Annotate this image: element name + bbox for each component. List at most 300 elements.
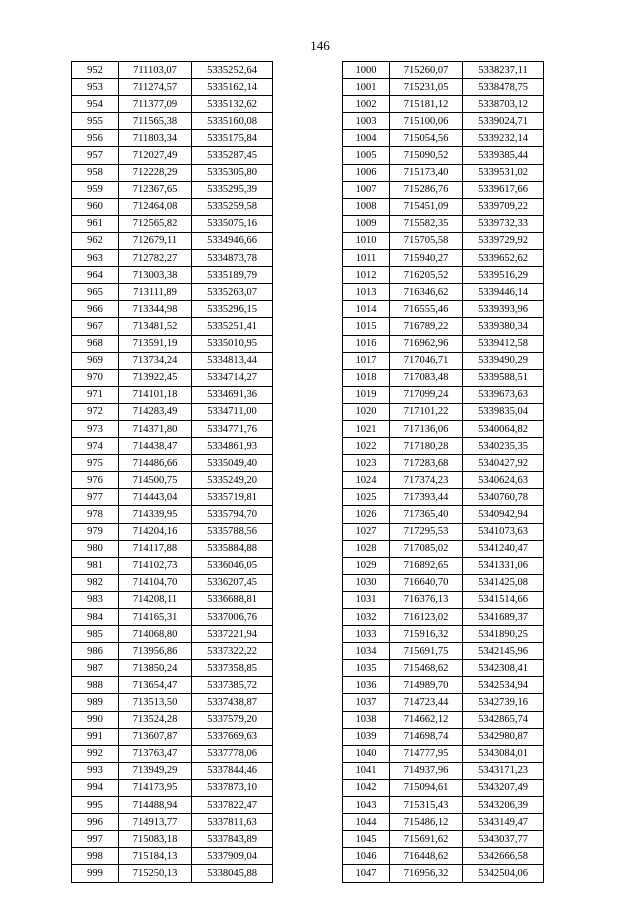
y-coordinate-cell: 5335251,41 <box>192 318 273 335</box>
x-coordinate-cell: 715250,13 <box>119 865 192 882</box>
table-row <box>72 420 273 437</box>
y-coordinate-cell: 5341331,06 <box>463 557 544 574</box>
x-coordinate-cell: 713513,50 <box>119 694 192 711</box>
y-coordinate-cell: 5340942,94 <box>463 506 544 523</box>
x-coordinate-cell: 717136,06 <box>390 420 463 437</box>
y-coordinate-cell: 5334771,76 <box>192 420 273 437</box>
y-coordinate-cell: 5335252,64 <box>192 62 273 79</box>
point-number-cell: 976 <box>72 472 119 489</box>
point-number-cell: 987 <box>72 660 119 677</box>
table-row <box>343 506 544 523</box>
table-row <box>72 779 273 796</box>
table-row <box>72 848 273 865</box>
y-coordinate-cell: 5339380,34 <box>463 318 544 335</box>
x-coordinate-cell: 716892,65 <box>390 557 463 574</box>
point-number-cell: 957 <box>72 147 119 164</box>
x-coordinate-cell: 713763,47 <box>119 745 192 762</box>
table-row <box>72 660 273 677</box>
point-number-cell: 977 <box>72 489 119 506</box>
point-number-cell: 986 <box>72 643 119 660</box>
x-coordinate-cell: 714500,75 <box>119 472 192 489</box>
x-coordinate-cell: 714173,95 <box>119 779 192 796</box>
x-coordinate-cell: 717099,24 <box>390 386 463 403</box>
y-coordinate-cell: 5338237,11 <box>463 62 544 79</box>
point-number-cell: 1030 <box>343 574 390 591</box>
y-coordinate-cell: 5343206,39 <box>463 797 544 814</box>
point-number-cell: 997 <box>72 831 119 848</box>
x-coordinate-cell: 715173,40 <box>390 164 463 181</box>
y-coordinate-cell: 5335175,84 <box>192 130 273 147</box>
y-coordinate-cell: 5341425,08 <box>463 574 544 591</box>
table-row <box>72 728 273 745</box>
table-row <box>343 147 544 164</box>
table-row <box>343 728 544 745</box>
point-number-cell: 1014 <box>343 301 390 318</box>
y-coordinate-cell: 5335296,15 <box>192 301 273 318</box>
y-coordinate-cell: 5335010,95 <box>192 335 273 352</box>
point-number-cell: 998 <box>72 848 119 865</box>
x-coordinate-cell: 714486,66 <box>119 455 192 472</box>
y-coordinate-cell: 5334946,66 <box>192 232 273 249</box>
y-coordinate-cell: 5334813,44 <box>192 352 273 369</box>
point-number-cell: 973 <box>72 420 119 437</box>
point-number-cell: 994 <box>72 779 119 796</box>
table-row <box>343 79 544 96</box>
y-coordinate-cell: 5339490,29 <box>463 352 544 369</box>
y-coordinate-cell: 5335287,45 <box>192 147 273 164</box>
point-number-cell: 1038 <box>343 711 390 728</box>
table-row <box>72 557 273 574</box>
point-number-cell: 993 <box>72 762 119 779</box>
y-coordinate-cell: 5335295,39 <box>192 181 273 198</box>
y-coordinate-cell: 5337822,47 <box>192 797 273 814</box>
y-coordinate-cell: 5334861,93 <box>192 438 273 455</box>
point-number-cell: 1016 <box>343 335 390 352</box>
table-row <box>72 318 273 335</box>
y-coordinate-cell: 5336688,81 <box>192 591 273 608</box>
y-coordinate-cell: 5342308,41 <box>463 660 544 677</box>
table-row <box>72 797 273 814</box>
y-coordinate-cell: 5342534,94 <box>463 677 544 694</box>
x-coordinate-cell: 711274,57 <box>119 79 192 96</box>
table-row <box>343 745 544 762</box>
table-row <box>343 848 544 865</box>
table-row <box>343 711 544 728</box>
table-row <box>343 284 544 301</box>
x-coordinate-cell: 717374,23 <box>390 472 463 489</box>
table-row <box>343 523 544 540</box>
point-number-cell: 1040 <box>343 745 390 762</box>
x-coordinate-cell: 715691,62 <box>390 831 463 848</box>
y-coordinate-cell: 5341514,66 <box>463 591 544 608</box>
y-coordinate-cell: 5335719,81 <box>192 489 273 506</box>
x-coordinate-cell: 712228,29 <box>119 164 192 181</box>
y-coordinate-cell: 5339588,51 <box>463 369 544 386</box>
point-number-cell: 983 <box>72 591 119 608</box>
y-coordinate-cell: 5342739,16 <box>463 694 544 711</box>
table-row <box>72 113 273 130</box>
x-coordinate-cell: 715582,35 <box>390 215 463 232</box>
point-number-cell: 1041 <box>343 762 390 779</box>
point-number-cell: 963 <box>72 250 119 267</box>
y-coordinate-cell: 5341689,37 <box>463 609 544 626</box>
y-coordinate-cell: 5343037,77 <box>463 831 544 848</box>
y-coordinate-cell: 5336046,05 <box>192 557 273 574</box>
x-coordinate-cell: 715691,75 <box>390 643 463 660</box>
point-number-cell: 1036 <box>343 677 390 694</box>
y-coordinate-cell: 5339412,58 <box>463 335 544 352</box>
x-coordinate-cell: 714165,31 <box>119 609 192 626</box>
table-row <box>72 181 273 198</box>
table-row <box>343 489 544 506</box>
point-number-cell: 961 <box>72 215 119 232</box>
x-coordinate-cell: 715090,52 <box>390 147 463 164</box>
table-row <box>343 557 544 574</box>
x-coordinate-cell: 716346,62 <box>390 284 463 301</box>
y-coordinate-cell: 5334691,36 <box>192 386 273 403</box>
table-row <box>72 198 273 215</box>
table-row <box>343 403 544 420</box>
x-coordinate-cell: 716640,70 <box>390 574 463 591</box>
table-row <box>343 352 544 369</box>
y-coordinate-cell: 5337844,46 <box>192 762 273 779</box>
y-coordinate-cell: 5339024,71 <box>463 113 544 130</box>
point-number-cell: 1004 <box>343 130 390 147</box>
y-coordinate-cell: 5342145,96 <box>463 643 544 660</box>
x-coordinate-cell: 716962,96 <box>390 335 463 352</box>
point-number-cell: 953 <box>72 79 119 96</box>
point-number-cell: 1021 <box>343 420 390 437</box>
point-number-cell: 992 <box>72 745 119 762</box>
x-coordinate-cell: 714989,70 <box>390 677 463 694</box>
table-row <box>72 301 273 318</box>
y-coordinate-cell: 5339729,92 <box>463 232 544 249</box>
table-row <box>343 113 544 130</box>
point-number-cell: 1028 <box>343 540 390 557</box>
table-row <box>343 232 544 249</box>
y-coordinate-cell: 5335075,16 <box>192 215 273 232</box>
table-row <box>343 540 544 557</box>
point-number-cell: 1011 <box>343 250 390 267</box>
table-row <box>72 96 273 113</box>
coordinates-table-left <box>71 61 273 883</box>
table-row <box>343 626 544 643</box>
point-number-cell: 979 <box>72 523 119 540</box>
point-number-cell: 1017 <box>343 352 390 369</box>
x-coordinate-cell: 715468,62 <box>390 660 463 677</box>
table-row <box>72 438 273 455</box>
table-row <box>343 318 544 335</box>
y-coordinate-cell: 5337909,04 <box>192 848 273 865</box>
y-coordinate-cell: 5339732,33 <box>463 215 544 232</box>
y-coordinate-cell: 5343171,23 <box>463 762 544 779</box>
table-row <box>72 865 273 882</box>
x-coordinate-cell: 714662,12 <box>390 711 463 728</box>
point-number-cell: 1042 <box>343 779 390 796</box>
x-coordinate-cell: 716205,52 <box>390 267 463 284</box>
point-number-cell: 980 <box>72 540 119 557</box>
x-coordinate-cell: 712367,65 <box>119 181 192 198</box>
y-coordinate-cell: 5340624,63 <box>463 472 544 489</box>
point-number-cell: 958 <box>72 164 119 181</box>
x-coordinate-cell: 716956,32 <box>390 865 463 882</box>
point-number-cell: 1010 <box>343 232 390 249</box>
x-coordinate-cell: 714208,11 <box>119 591 192 608</box>
point-number-cell: 1008 <box>343 198 390 215</box>
x-coordinate-cell: 717085,02 <box>390 540 463 557</box>
point-number-cell: 954 <box>72 96 119 113</box>
point-number-cell: 991 <box>72 728 119 745</box>
y-coordinate-cell: 5336207,45 <box>192 574 273 591</box>
x-coordinate-cell: 712464,08 <box>119 198 192 215</box>
point-number-cell: 967 <box>72 318 119 335</box>
y-coordinate-cell: 5339516,29 <box>463 267 544 284</box>
point-number-cell: 1025 <box>343 489 390 506</box>
table-row <box>343 865 544 882</box>
point-number-cell: 964 <box>72 267 119 284</box>
point-number-cell: 1006 <box>343 164 390 181</box>
point-number-cell: 1026 <box>343 506 390 523</box>
point-number-cell: 989 <box>72 694 119 711</box>
point-number-cell: 1012 <box>343 267 390 284</box>
y-coordinate-cell: 5335189,79 <box>192 267 273 284</box>
y-coordinate-cell: 5335884,88 <box>192 540 273 557</box>
table-row <box>72 267 273 284</box>
point-number-cell: 970 <box>72 369 119 386</box>
table-row <box>343 96 544 113</box>
point-number-cell: 1029 <box>343 557 390 574</box>
x-coordinate-cell: 711103,07 <box>119 62 192 79</box>
x-coordinate-cell: 716789,22 <box>390 318 463 335</box>
x-coordinate-cell: 714117,88 <box>119 540 192 557</box>
y-coordinate-cell: 5339393,96 <box>463 301 544 318</box>
x-coordinate-cell: 712679,11 <box>119 232 192 249</box>
table-row <box>343 455 544 472</box>
y-coordinate-cell: 5342865,74 <box>463 711 544 728</box>
y-coordinate-cell: 5334714,27 <box>192 369 273 386</box>
table-row <box>343 62 544 79</box>
x-coordinate-cell: 713003,38 <box>119 267 192 284</box>
table-row <box>343 591 544 608</box>
point-number-cell: 1027 <box>343 523 390 540</box>
x-coordinate-cell: 714698,74 <box>390 728 463 745</box>
x-coordinate-cell: 717101,22 <box>390 403 463 420</box>
point-number-cell: 985 <box>72 626 119 643</box>
point-number-cell: 1003 <box>343 113 390 130</box>
y-coordinate-cell: 5342980,87 <box>463 728 544 745</box>
table-row <box>72 643 273 660</box>
point-number-cell: 974 <box>72 438 119 455</box>
x-coordinate-cell: 717180,28 <box>390 438 463 455</box>
y-coordinate-cell: 5337579,20 <box>192 711 273 728</box>
x-coordinate-cell: 716123,02 <box>390 609 463 626</box>
table-row <box>72 369 273 386</box>
table-row <box>72 694 273 711</box>
x-coordinate-cell: 717365,40 <box>390 506 463 523</box>
table-row <box>72 79 273 96</box>
point-number-cell: 981 <box>72 557 119 574</box>
table-row <box>72 523 273 540</box>
x-coordinate-cell: 715094,61 <box>390 779 463 796</box>
x-coordinate-cell: 714438,47 <box>119 438 192 455</box>
x-coordinate-cell: 714104,70 <box>119 574 192 591</box>
table-row <box>72 250 273 267</box>
x-coordinate-cell: 715315,43 <box>390 797 463 814</box>
x-coordinate-cell: 715916,32 <box>390 626 463 643</box>
x-coordinate-cell: 713591,19 <box>119 335 192 352</box>
point-number-cell: 1046 <box>343 848 390 865</box>
point-number-cell: 1035 <box>343 660 390 677</box>
x-coordinate-cell: 715100,06 <box>390 113 463 130</box>
table-row <box>72 335 273 352</box>
table-row <box>343 250 544 267</box>
x-coordinate-cell: 712782,27 <box>119 250 192 267</box>
x-coordinate-cell: 717283,68 <box>390 455 463 472</box>
table-row <box>72 215 273 232</box>
table-row <box>72 386 273 403</box>
point-number-cell: 984 <box>72 609 119 626</box>
point-number-cell: 975 <box>72 455 119 472</box>
x-coordinate-cell: 714443,04 <box>119 489 192 506</box>
table-row <box>343 694 544 711</box>
y-coordinate-cell: 5337322,22 <box>192 643 273 660</box>
y-coordinate-cell: 5335160,08 <box>192 113 273 130</box>
y-coordinate-cell: 5337438,87 <box>192 694 273 711</box>
point-number-cell: 952 <box>72 62 119 79</box>
point-number-cell: 1024 <box>343 472 390 489</box>
point-number-cell: 1047 <box>343 865 390 882</box>
point-number-cell: 988 <box>72 677 119 694</box>
table-row <box>72 284 273 301</box>
y-coordinate-cell: 5337873,10 <box>192 779 273 796</box>
table-row <box>72 711 273 728</box>
point-number-cell: 1032 <box>343 609 390 626</box>
x-coordinate-cell: 716448,62 <box>390 848 463 865</box>
x-coordinate-cell: 713524,28 <box>119 711 192 728</box>
x-coordinate-cell: 711565,38 <box>119 113 192 130</box>
table-row <box>72 62 273 79</box>
y-coordinate-cell: 5339385,44 <box>463 147 544 164</box>
point-number-cell: 965 <box>72 284 119 301</box>
table-row <box>343 369 544 386</box>
point-number-cell: 1039 <box>343 728 390 745</box>
point-number-cell: 969 <box>72 352 119 369</box>
table-row <box>72 147 273 164</box>
point-number-cell: 995 <box>72 797 119 814</box>
point-number-cell: 1020 <box>343 403 390 420</box>
x-coordinate-cell: 714488,94 <box>119 797 192 814</box>
table-row <box>72 574 273 591</box>
y-coordinate-cell: 5343207,49 <box>463 779 544 796</box>
x-coordinate-cell: 715083,18 <box>119 831 192 848</box>
y-coordinate-cell: 5339709,22 <box>463 198 544 215</box>
table-row <box>343 814 544 831</box>
point-number-cell: 1043 <box>343 797 390 814</box>
point-number-cell: 1022 <box>343 438 390 455</box>
table-row <box>343 386 544 403</box>
point-number-cell: 978 <box>72 506 119 523</box>
x-coordinate-cell: 715054,56 <box>390 130 463 147</box>
coordinates-table-right <box>342 61 544 883</box>
table-row <box>343 831 544 848</box>
x-coordinate-cell: 714913,77 <box>119 814 192 831</box>
x-coordinate-cell: 711803,34 <box>119 130 192 147</box>
x-coordinate-cell: 717393,44 <box>390 489 463 506</box>
x-coordinate-cell: 714283,49 <box>119 403 192 420</box>
table-row <box>343 472 544 489</box>
point-number-cell: 956 <box>72 130 119 147</box>
y-coordinate-cell: 5337811,63 <box>192 814 273 831</box>
table-row <box>343 609 544 626</box>
point-number-cell: 972 <box>72 403 119 420</box>
point-number-cell: 1037 <box>343 694 390 711</box>
x-coordinate-cell: 715451,09 <box>390 198 463 215</box>
y-coordinate-cell: 5343084,01 <box>463 745 544 762</box>
table-row <box>343 130 544 147</box>
point-number-cell: 1000 <box>343 62 390 79</box>
x-coordinate-cell: 714101,18 <box>119 386 192 403</box>
table-row <box>72 831 273 848</box>
table-row <box>72 403 273 420</box>
x-coordinate-cell: 715486,12 <box>390 814 463 831</box>
point-number-cell: 1007 <box>343 181 390 198</box>
x-coordinate-cell: 714068,80 <box>119 626 192 643</box>
y-coordinate-cell: 5337778,06 <box>192 745 273 762</box>
x-coordinate-cell: 717083,48 <box>390 369 463 386</box>
y-coordinate-cell: 5337006,76 <box>192 609 273 626</box>
x-coordinate-cell: 713481,52 <box>119 318 192 335</box>
table-row <box>72 352 273 369</box>
table-row <box>72 745 273 762</box>
y-coordinate-cell: 5337385,72 <box>192 677 273 694</box>
y-coordinate-cell: 5340064,82 <box>463 420 544 437</box>
table-row <box>343 660 544 677</box>
table-row <box>343 198 544 215</box>
point-number-cell: 955 <box>72 113 119 130</box>
x-coordinate-cell: 715260,07 <box>390 62 463 79</box>
x-coordinate-cell: 714723,44 <box>390 694 463 711</box>
point-number-cell: 1009 <box>343 215 390 232</box>
y-coordinate-cell: 5335263,07 <box>192 284 273 301</box>
x-coordinate-cell: 712565,82 <box>119 215 192 232</box>
page-number: 146 <box>310 38 330 53</box>
x-coordinate-cell: 715184,13 <box>119 848 192 865</box>
x-coordinate-cell: 713654,47 <box>119 677 192 694</box>
point-number-cell: 999 <box>72 865 119 882</box>
y-coordinate-cell: 5341073,63 <box>463 523 544 540</box>
table-row <box>72 489 273 506</box>
table-row <box>343 215 544 232</box>
point-number-cell: 1033 <box>343 626 390 643</box>
x-coordinate-cell: 717295,53 <box>390 523 463 540</box>
x-coordinate-cell: 715705,58 <box>390 232 463 249</box>
y-coordinate-cell: 5340235,35 <box>463 438 544 455</box>
table-row <box>72 506 273 523</box>
point-number-cell: 971 <box>72 386 119 403</box>
point-number-cell: 959 <box>72 181 119 198</box>
y-coordinate-cell: 5342666,58 <box>463 848 544 865</box>
y-coordinate-cell: 5339531,02 <box>463 164 544 181</box>
point-number-cell: 1018 <box>343 369 390 386</box>
point-number-cell: 1031 <box>343 591 390 608</box>
x-coordinate-cell: 715181,12 <box>390 96 463 113</box>
y-coordinate-cell: 5339673,63 <box>463 386 544 403</box>
y-coordinate-cell: 5337358,85 <box>192 660 273 677</box>
point-number-cell: 982 <box>72 574 119 591</box>
y-coordinate-cell: 5339835,04 <box>463 403 544 420</box>
y-coordinate-cell: 5343149,47 <box>463 814 544 831</box>
y-coordinate-cell: 5339617,66 <box>463 181 544 198</box>
